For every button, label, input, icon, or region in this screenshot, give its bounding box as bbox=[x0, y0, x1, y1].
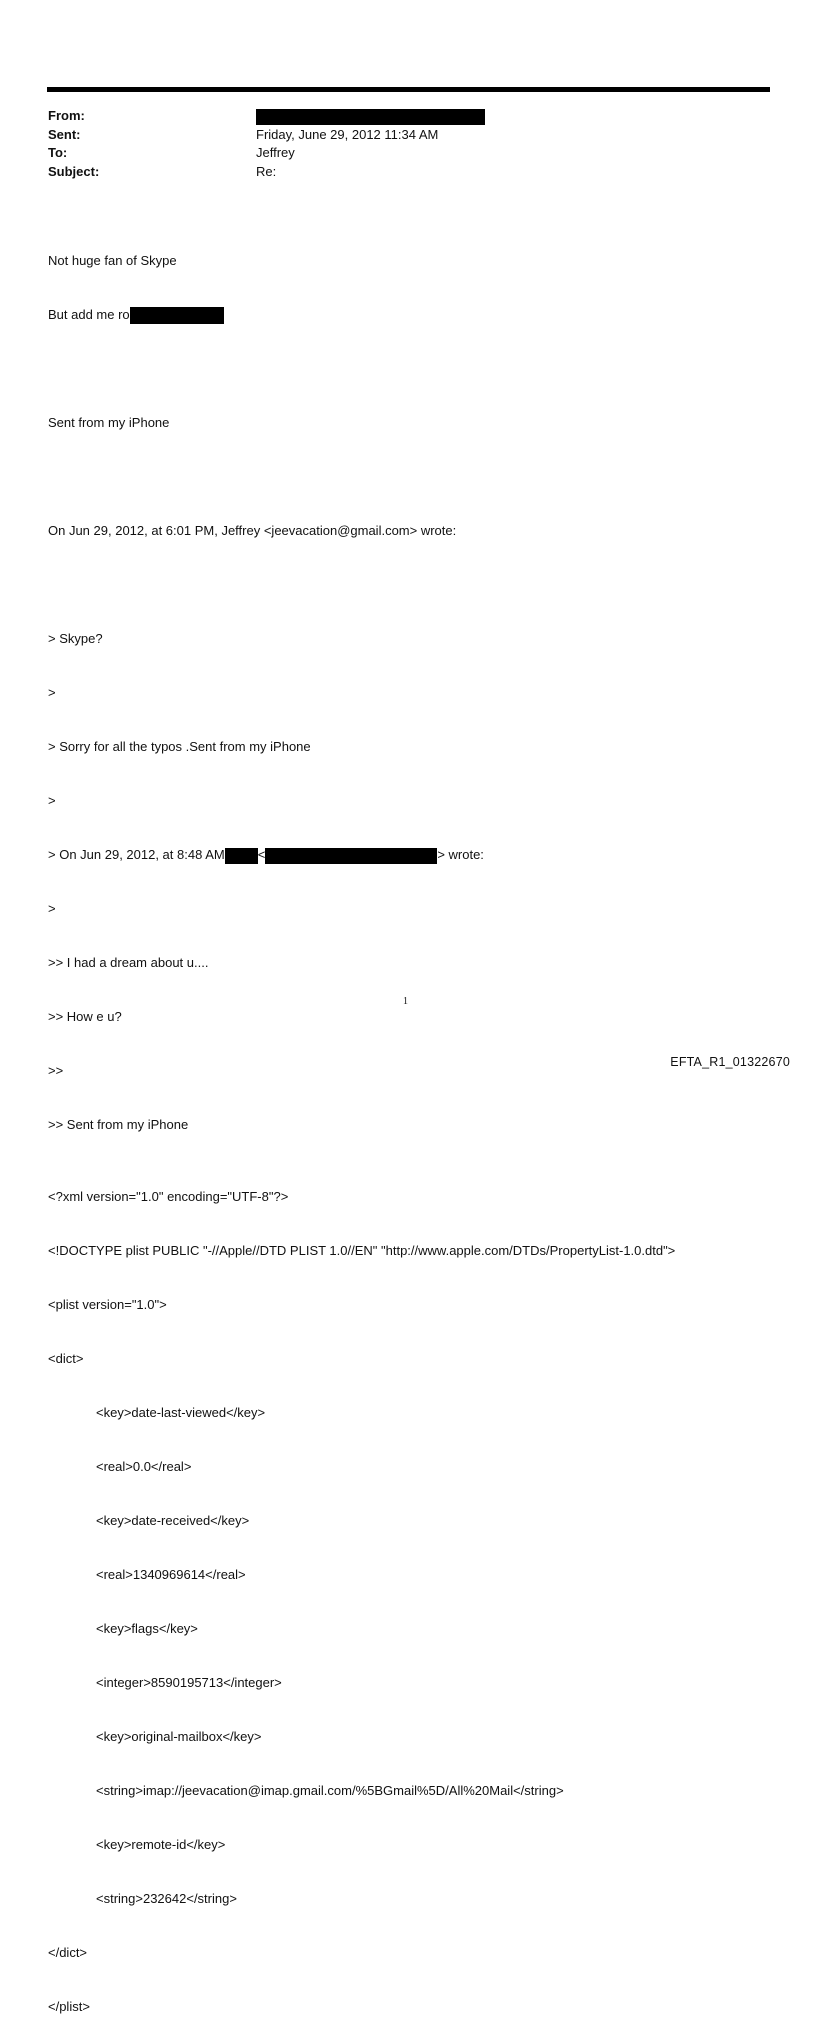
redaction-box bbox=[256, 109, 485, 125]
to-label: To: bbox=[48, 145, 68, 160]
plist-line: <dict> bbox=[48, 1351, 84, 1366]
body-text: But add me ro bbox=[48, 307, 130, 322]
plist-line: </dict> bbox=[48, 1945, 88, 1960]
email-body bbox=[48, 216, 675, 2034]
plist-line: <real>0.0</real> bbox=[96, 1459, 192, 1474]
plist-line: <integer>8590195713</integer> bbox=[96, 1675, 282, 1690]
plist-line: <key>flags</key> bbox=[96, 1621, 198, 1636]
plist-line: <key>original-mailbox</key> bbox=[96, 1729, 262, 1744]
quoted-text: < bbox=[257, 847, 266, 862]
plist-line: <string>232642</string> bbox=[96, 1891, 237, 1906]
quoted-text: > On Jun 29, 2012, at 8:48 AM bbox=[48, 847, 225, 862]
quoted-line: > bbox=[48, 901, 56, 916]
quoted-line: >> I had a dream about u.... bbox=[48, 955, 209, 970]
sent-value: Friday, June 29, 2012 11:34 AM bbox=[256, 126, 439, 142]
quoted-line: > bbox=[48, 685, 56, 700]
plist-line: <!DOCTYPE plist PUBLIC "-//Apple//DTD PLIST 1.0//EN" "http://www.apple.com/DTDs/PropertyList-1.0.dtd"> bbox=[48, 1243, 676, 1258]
quoted-line: > Skype? bbox=[48, 631, 103, 646]
quoted-text: > wrote: bbox=[437, 847, 484, 862]
quoted-line: >> bbox=[48, 1063, 64, 1078]
redaction-box bbox=[130, 307, 224, 324]
body-line: Not huge fan of Skype bbox=[48, 253, 177, 268]
sent-label: Sent: bbox=[48, 126, 81, 142]
plist-line: <key>date-received</key> bbox=[96, 1513, 250, 1528]
plist-line: </plist> bbox=[48, 1999, 90, 2014]
redaction-box bbox=[265, 848, 437, 864]
plist-line: <key>date-last-viewed</key> bbox=[96, 1405, 266, 1420]
quote-header: On Jun 29, 2012, at 6:01 PM, Jeffrey <jeevacation@gmail.com> wrote: bbox=[48, 523, 457, 538]
body-line bbox=[48, 306, 675, 324]
quoted-line: > Sorry for all the typos .Sent from my iPhone bbox=[48, 739, 311, 754]
redaction-box bbox=[225, 848, 258, 864]
from-value bbox=[256, 107, 485, 126]
quoted-line: >> Sent from my iPhone bbox=[48, 1117, 189, 1132]
subject-label: Subject: bbox=[48, 163, 100, 179]
quoted-line: > bbox=[48, 793, 56, 808]
plist-line: <real>1340969614</real> bbox=[96, 1567, 246, 1582]
plist-line: <?xml version="1.0" encoding="UTF-8"?> bbox=[48, 1189, 289, 1204]
plist-line: <plist version="1.0"> bbox=[48, 1297, 167, 1312]
body-line: Sent from my iPhone bbox=[48, 415, 170, 430]
quoted-line: >> How e u? bbox=[48, 1009, 122, 1024]
quoted-line bbox=[48, 846, 675, 864]
plist-line: <string>imap://jeevacation@imap.gmail.com/%5BGmail%5D/All%20Mail</string> bbox=[96, 1783, 564, 1798]
document-id: EFTA_R1_01322670 bbox=[670, 1055, 790, 1069]
subject-value: Re: bbox=[256, 163, 277, 179]
page-number: 1 bbox=[403, 996, 408, 1007]
plist-line: <key>remote-id</key> bbox=[96, 1837, 226, 1852]
to-value: Jeffrey bbox=[256, 145, 295, 160]
header-rule bbox=[47, 87, 770, 92]
from-label: From: bbox=[48, 108, 85, 123]
